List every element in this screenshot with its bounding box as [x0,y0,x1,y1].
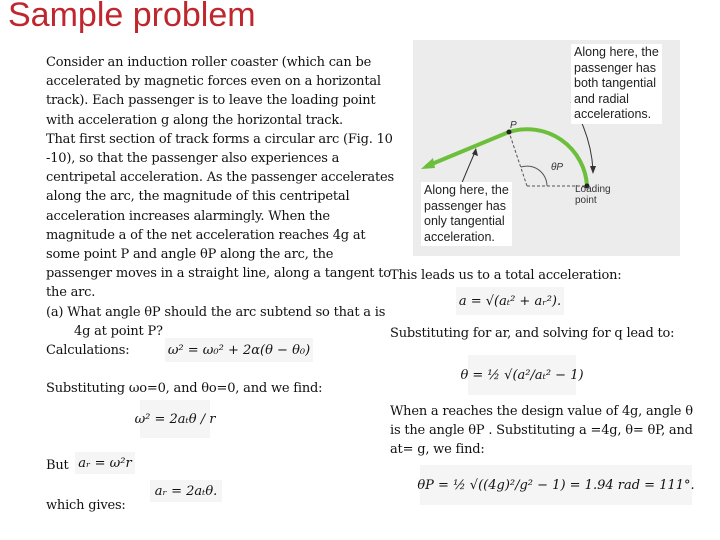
substituting-ar-text: Substituting for ar, and solving for q lead to: [390,326,675,341]
calculations-label: Calculations: [46,343,130,358]
figure-label-p: P [510,120,517,131]
statement-line: -10), so that the passenger also experiences a [46,151,340,167]
page-title: Sample problem [8,0,256,34]
which-gives-label: which gives: [46,498,126,513]
problem-statement [46,53,394,303]
statement-line: acceleration increases alarmingly. When the [46,208,330,224]
statement-line: the arc. [46,285,96,301]
pointer-arrow-icon [590,166,596,174]
but-label: But [46,458,69,473]
equation-omega-squared-substituted: ω² = 2aₜθ / r [140,400,210,438]
statement-line: passenger moves in a straight line, along a tangent to [46,266,391,282]
statement-line: magnitude a of the net acceleration reaches 4g at [46,227,366,243]
statement-line: That first section of track forms a circular arc (Fig. 10 [46,131,393,147]
equation-omega-squared: ω² = ω₀² + 2α(θ − θ₀) [165,338,313,362]
straight-track [427,132,509,166]
equation-theta: θ = ½ √(a²/aₜ² − 1) [468,355,576,395]
direction-arrow-icon [421,158,435,169]
total-acceleration-text: This leads us to a total acceleration: [390,268,622,283]
circular-arc-track [509,129,587,186]
roller-coaster-figure [413,40,680,256]
design-value-line: at= g, we find: [390,442,485,458]
question-line-2: 4g at point P? [74,324,163,339]
statement-line: accelerated by magnetic forces even on a horizontal [46,74,381,90]
statement-line: some point P and angle θP along the arc, the [46,247,334,263]
figure-note-bottom: Along here, the passenger has only tangential acceleration. [421,182,512,246]
pointer-arrow-icon [472,148,478,156]
statement-line: Consider an induction roller coaster (which can be [46,55,372,70]
equation-theta-p-result: θP = ½ √((4g)²/g² − 1) = 1.94 rad = 111°. [420,465,692,505]
radius-line [509,132,527,186]
figure-label-theta: θP [551,162,564,173]
design-value-text [390,402,693,460]
figure-note-top: Along here, the passenger has both tangential and radial accelerations. [571,44,662,124]
design-value-line: When a reaches the design value of 4g, angle θ [390,404,693,419]
statement-line: along the arc, the magnitude of this centripetal [46,189,350,205]
substituting-text: Substituting ωo=0, and θo=0, and we find: [46,381,323,396]
angle-arc [521,166,547,186]
statement-line: track). Each passenger is to leave the loading point [46,93,376,109]
equation-ar-result: aᵣ = 2aₜθ. [150,480,222,502]
design-value-line: is the angle θP . Substituting a =4g, θ= θP, and [390,423,693,439]
question-line-1: (a) What angle θP should the arc subtend so that a is [46,305,386,320]
equation-total-a: a = √(aₜ² + aᵣ²). [456,287,564,315]
statement-line: with acceleration g along the horizontal track. [46,112,343,128]
statement-line: centripetal acceleration. As the passenger accelerates [46,170,394,186]
figure-label-loading: Loading point [575,184,611,206]
equation-ar: aᵣ = ω²r [75,452,135,474]
